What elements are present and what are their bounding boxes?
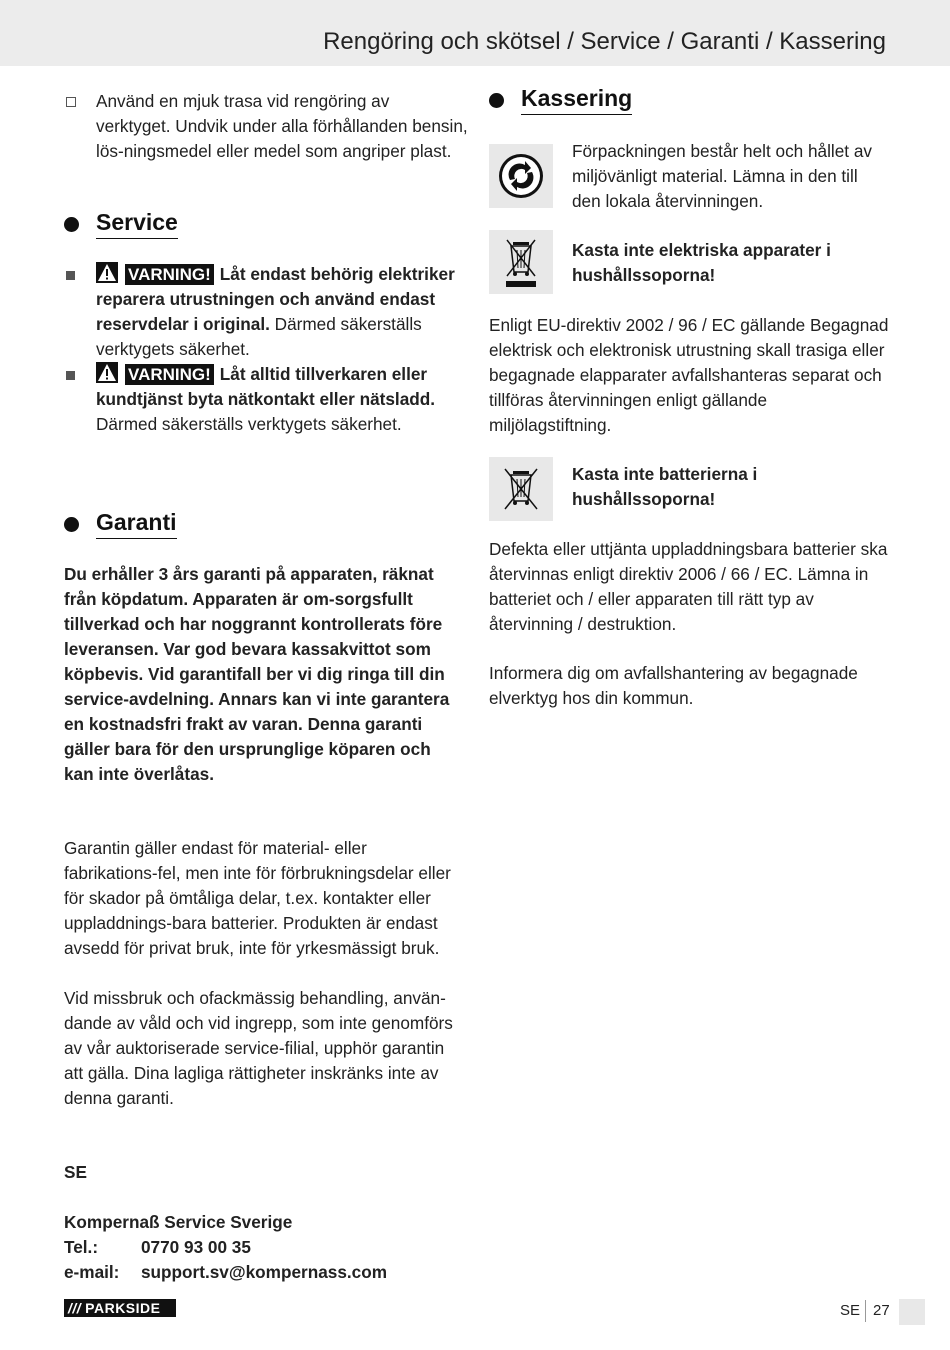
kassering-title: Kassering	[521, 85, 632, 115]
packaging-text: Förpackningen består helt och hållet av miljövänligt material. Lämna in den till den lokala återvinningen.	[572, 141, 873, 211]
tel-value: 0770 93 00 35	[141, 1237, 251, 1257]
kassering-heading	[489, 85, 632, 115]
warning-label: VARNING!	[125, 264, 214, 285]
contact-email-row	[64, 1260, 464, 1285]
service-item-1	[96, 262, 468, 362]
parkside-logo	[64, 1299, 176, 1317]
service-heading	[64, 209, 178, 239]
open-square-bullet-icon	[66, 97, 76, 107]
eu-directive-text: Enligt EU-direktiv 2002 / 96 / EC gällande Begagnad elektrisk och elektronisk utrustning skall trasiga eller begagnade elapparater avfallshanteras separat och tillföras återvinningen enligt gällande miljölagstiftning.	[489, 315, 889, 435]
email-label: e-mail:	[64, 1262, 120, 1282]
service-item-2-normal: Därmed säkerställs verktygets säkerhet.	[96, 414, 402, 434]
warning-label: VARNING!	[125, 364, 214, 385]
service-item-1-normal: Därmed säkerställs verktygets säkerhet.	[96, 314, 422, 359]
page-tab-box	[899, 1299, 925, 1325]
service-item-2	[96, 362, 468, 437]
garanti-bold-paragraph: Du erhåller 3 års garanti på apparaten, räknat från köpdatum. Apparaten är om-sorgsfullt tillverkad och har noggrannt kontrollerats före leveransen. Var god bevara kassakvittot som köpbevis. Vid garantifall ber vi dig ringa till din service-avdelning. Annars kan vi inte garantera en kostnadsfri frakt av varan. Denna garanti gäller bara för den ursprunglige köparen och kan inte överlåtas.	[64, 564, 450, 784]
square-bullet-icon	[66, 271, 75, 280]
warning-triangle-icon	[96, 262, 118, 283]
section-dot-icon	[489, 93, 504, 108]
brand-name: PARKSIDE	[85, 1300, 161, 1316]
contact-tel-row	[64, 1235, 464, 1260]
crossed-battery-bin-icon	[489, 457, 553, 521]
contact-block	[64, 1210, 464, 1285]
cleaning-text: Använd en mjuk trasa vid rengöring av verktyget. Undvik under alla förhållanden bensin, lös-ningsmedel eller medel som angriper plast.	[96, 91, 468, 161]
header-title: Rengöring och skötsel / Service / Garanti / Kassering	[323, 28, 886, 55]
page-number: 27	[873, 1302, 890, 1319]
battery-text: Defekta eller uttjänta uppladdningsbara batterier ska återvinnas enligt direktiv 2006 / 66 / EC. Lämna in batteriet och / eller apparaten till rätt typ av återvinning / destruktion.	[489, 539, 888, 634]
section-dot-icon	[64, 517, 79, 532]
garanti-paragraph-3: Vid missbruk och ofackmässig behandling, använ-dande av våld och vid ingrepp, som inte genomförs av vår auktoriserade service-filial, upphör garantin att gälla. Dina lagliga rättigheter inskränks inte av denna garanti.	[64, 988, 453, 1108]
garanti-title: Garanti	[96, 509, 177, 539]
battery-warning: Kasta inte batterierna i hushållssoporna!	[572, 464, 758, 509]
garanti-paragraph-2: Garantin gäller endast för material- eller fabrikations-fel, men inte för förbrukningsdelar eller för skador på ömtåliga delar, t.ex. kontakter eller uppladdnings-bara batterier. Produkten är endast avsedd för privat bruk, inte för yrkesmässigt bruk.	[64, 838, 451, 958]
service-item-1-bold: Låt endast behörig elektriker reparera utrustningen och använd endast reservdelar i original.	[96, 264, 455, 334]
warning-triangle-icon	[96, 362, 118, 383]
email-value[interactable]: support.sv@kompernass.com	[141, 1262, 387, 1282]
contact-country: SE	[64, 1162, 87, 1182]
tel-label: Tel.:	[64, 1237, 99, 1257]
contact-company: Kompernaß Service Sverige	[64, 1212, 293, 1232]
electric-warning: Kasta inte elektriska apparater i hushållssoporna!	[572, 240, 831, 285]
service-title: Service	[96, 209, 178, 239]
recycling-icon	[489, 144, 553, 208]
square-bullet-icon	[66, 371, 75, 380]
footer-language: SE	[840, 1302, 861, 1319]
inform-text: Informera dig om avfallshantering av begagnade elverktyg hos din kommun.	[489, 663, 858, 708]
page-header	[0, 0, 950, 66]
footer-divider	[865, 1300, 866, 1322]
garanti-heading	[64, 509, 177, 539]
crossed-bin-icon	[489, 230, 553, 294]
service-item-2-bold: Låt alltid tillverkaren eller kundtjänst byta nätkontakt eller nätsladd.	[96, 364, 436, 409]
section-dot-icon	[64, 217, 79, 232]
logo-slashes-icon: ///	[68, 1300, 82, 1316]
